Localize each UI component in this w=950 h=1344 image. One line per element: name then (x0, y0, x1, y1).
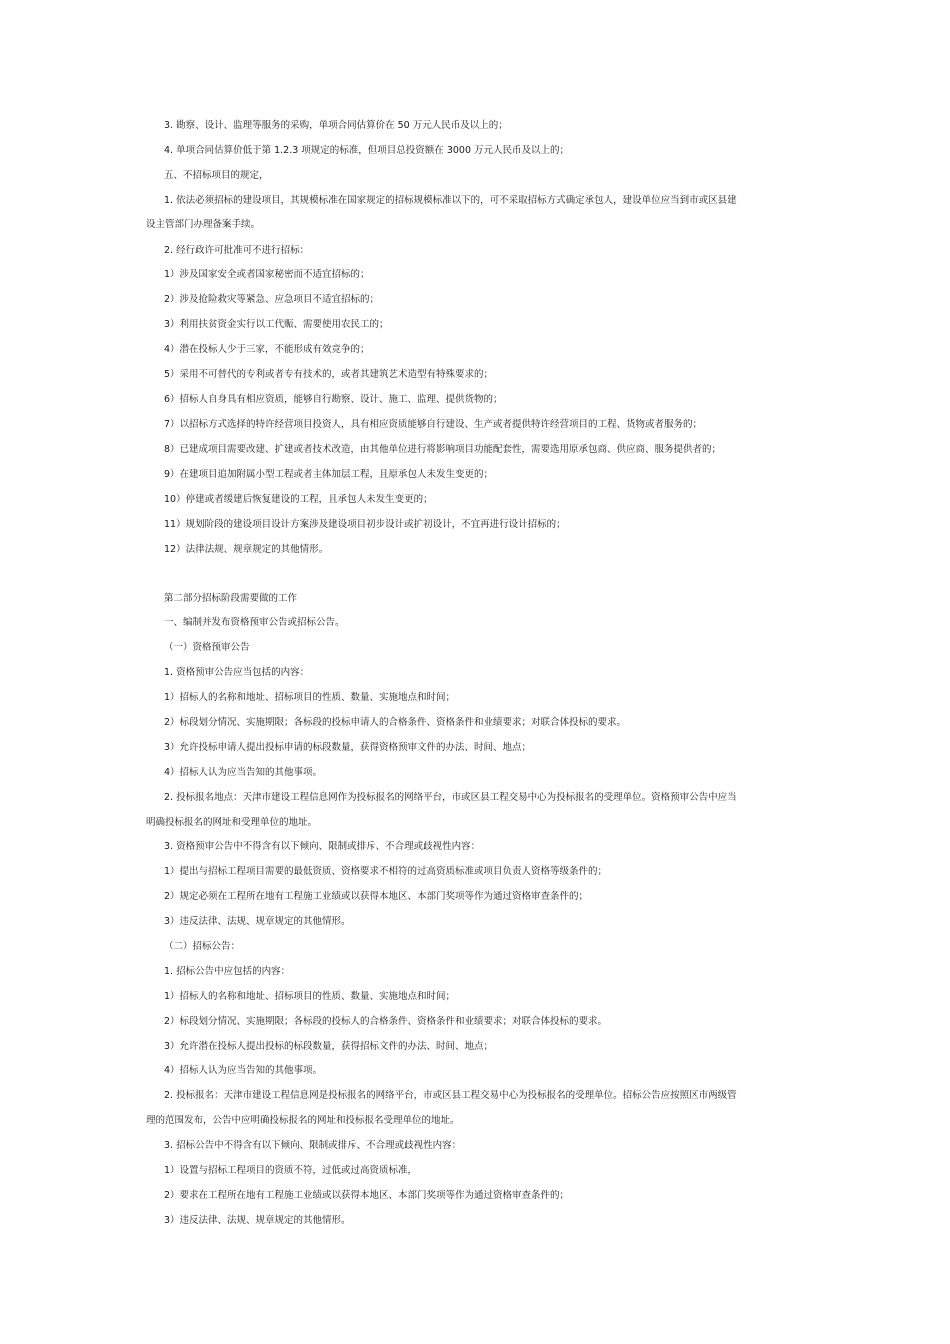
list-item: 1）招标人的名称和地址、招标项目的性质、数量、实施地点和时间； (164, 692, 456, 703)
list-item: 1）提出与招标工程项目需要的最低资质、资格要求不相符的过高资质标准或项目负责人资格等级条件的； (164, 866, 608, 877)
list-item: 4）招标人认为应当告知的其他事项。 (164, 1065, 323, 1076)
text-line: 4. 单项合同估算价低于第 1.2.3 项规定的标准，但项目总投资额在 3000 万元人民币及以上的； (164, 145, 570, 156)
text-line: 3. 勘察、设计、监理等服务的采购，单项合同估算价在 50 万元人民币及以上的； (164, 120, 508, 131)
text-line: 2. 投标报名：天津市建设工程信息网是投标报名的网络平台，市或区县工程交易中心为投标报名的受理单位。招标公告应按照区市两级管 (164, 1090, 737, 1101)
text-line: 3. 招标公告中不得含有以下倾向、限制或排斥、不合理或歧视性内容： (164, 1140, 462, 1151)
list-item: 2）标段划分情况、实施期限；各标段的投标申请人的合格条件、资格条件和业绩要求；对联合体投标的要求。 (164, 717, 627, 728)
text-line: 理的范围发布，公告中应明确投标报名的网址和投标报名受理单位的地址。 (146, 1115, 460, 1126)
section-heading: 五、不招标项目的规定， (164, 170, 269, 181)
list-item: 7）以招标方式选择的特许经营项目投资人，具有相应资质能够自行建设、生产或者提供特许经营项目的工程、货物或者服务的； (164, 419, 703, 430)
list-item: 11）规划阶段的建设项目设计方案涉及建设项目初步设计或扩初设计，不宜再进行设计招标的； (164, 519, 566, 530)
list-item: 1）设置与招标工程项目的资质不符，过低或过高资质标准， (164, 1165, 418, 1176)
list-item: 10）停建或者缓建后恢复建设的工程，且承包人未发生变更的； (164, 494, 433, 505)
list-item: 2）标段划分情况、实施期限；各标段的投标人的合格条件、资格条件和业绩要求；对联合体投标的要求。 (164, 1016, 608, 1027)
text-line: 2. 投标报名地点：天津市建设工程信息网作为投标报名的网络平台，市或区县工程交易中心为投标报名的受理单位。资格预审公告中应当 (164, 792, 737, 803)
list-item: 2）规定必须在工程所在地有工程施工业绩或以获得本地区、本部门奖项等作为通过资格审查条件的； (164, 891, 589, 902)
list-item: 12）法律法规、规章规定的其他情形。 (164, 544, 329, 555)
list-item: 2）要求在工程所在地有工程施工业绩或以获得本地区、本部门奖项等作为通过资格审查条件的； (164, 1190, 570, 1201)
section-heading: 一、编制并发布资格预审公告或招标公告。 (164, 617, 345, 628)
text-line: 1. 资格预审公告应当包括的内容： (164, 667, 310, 678)
list-item: 6）招标人自身具有相应资质，能够自行勘察、设计、施工、监理、提供货物的； (164, 394, 503, 405)
list-item: 3）允许投标申请人提出投标申请的标段数量，获得资格预审文件的办法、时间、地点； (164, 742, 532, 753)
list-item: 3）利用扶贫资金实行以工代赈、需要使用农民工的； (164, 319, 389, 330)
subsection-heading: （二）招标公告： (164, 941, 241, 952)
list-item: 1）招标人的名称和地址、招标项目的性质、数量、实施地点和时间； (164, 991, 456, 1002)
subsection-heading: （一）资格预审公告 (164, 642, 250, 653)
text-line: 设主管部门办理备案手续。 (146, 219, 261, 230)
list-item: 4）招标人认为应当告知的其他事项。 (164, 767, 323, 778)
list-item: 3）违反法律、法规、规章规定的其他情形。 (164, 1215, 351, 1226)
text-line: 2. 经行政许可批准可不进行招标： (164, 245, 310, 256)
list-item: 4）潜在投标人少于三家，不能形成有效竞争的； (164, 344, 370, 355)
list-item: 1）涉及国家安全或者国家秘密而不适宜招标的； (164, 269, 370, 280)
text-line: 1. 依法必须招标的建设项目，其规模标准在国家规定的招标规模标准以下的，可不采取招标方式确定承包人，建设单位应当到市或区县建 (164, 195, 737, 206)
text-line: 明确投标报名的网址和受理单位的地址。 (146, 817, 318, 828)
list-item: 8）已建成项目需要改建、扩建或者技术改造，由其他单位进行将影响项目功能配套性，需要选用原承包商、供应商、服务提供者的； (164, 444, 722, 455)
list-item: 3）违反法律、法规、规章规定的其他情形。 (164, 916, 351, 927)
list-item: 9）在建项目追加附属小型工程或者主体加层工程，且原承包人未发生变更的； (164, 469, 494, 480)
text-line: 1. 招标公告中应包括的内容： (164, 966, 291, 977)
part-heading: 第二部分招标阶段需要做的工作 (164, 593, 298, 604)
list-item: 3）允许潜在投标人提出投标的标段数量，获得招标文件的办法、时间、地点； (164, 1041, 494, 1052)
list-item: 2）涉及抢险救灾等紧急、应急项目不适宜招标的； (164, 294, 380, 305)
list-item: 5）采用不可替代的专利或者专有技术的，或者其建筑艺术造型有特殊要求的； (164, 369, 494, 380)
text-line: 3. 资格预审公告中不得含有以下倾向、限制或排斥、不合理或歧视性内容： (164, 841, 481, 852)
